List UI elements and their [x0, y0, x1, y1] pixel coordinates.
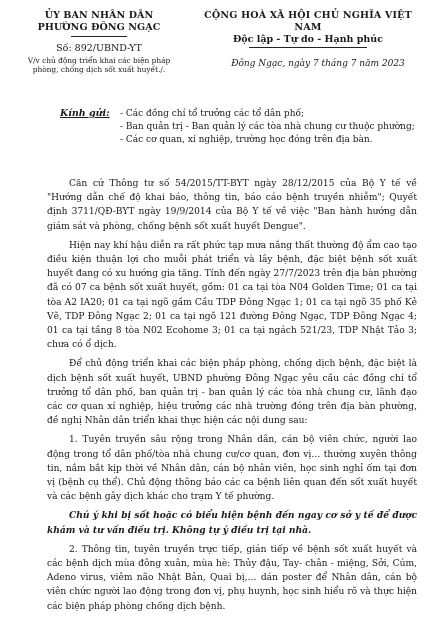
org-name-line1: ỦY BAN NHÂN DÂN: [44, 10, 154, 21]
paragraph-item-2: 2. Thông tin, tuyên truyền trực tiếp, gián tiếp về bệnh sốt xuất huyết và các bệnh dịch mùa đông xuân, mùa hè: Thủy đậu, Tay- chân - miệng, Sởi, Cúm, Adeno virus, viêm não Nhật Bản, Quai bị,… dán poster để Nhân dân, cán bộ viên chức người lao động trong đơn vị, phụ huynh, học sinh hiểu rõ và thực hiện các biện pháp phòng chống dịch bệnh.: [47, 544, 417, 612]
document-body: [47, 177, 417, 619]
issuing-authority-block: [14, 10, 184, 74]
recipients-label: Kính gửi:: [60, 108, 110, 119]
recipient-item: - Các đồng chí tổ trưởng các tổ dân phố;: [120, 109, 305, 119]
paragraph-warning: Chú ý khi bị sốt hoặc có biểu hiện bệnh đến ngay cơ sở y tế để được khám và tư vấn điều trị. Không tự ý điều trị tại nhà.: [47, 510, 417, 536]
recipient-item: - Các cơ quan, xí nghiệp, trường học đóng trên địa bàn.: [120, 135, 373, 145]
org-underline: [71, 36, 127, 37]
recipients-list: [120, 108, 420, 147]
document-number: Số: 892/UBND-YT: [56, 43, 142, 54]
national-title-block: [192, 10, 424, 70]
motto-underline: [249, 47, 367, 48]
national-motto: Độc lập - Tự do - Hạnh phúc: [232, 34, 383, 45]
place-and-date: Đông Ngạc, ngày 7 tháng 7 năm 2023: [231, 59, 405, 69]
paragraph-request: Để chủ động triển khai các biện pháp phòng, chống dịch bệnh, đặc biệt là dịch bệnh sốt xuất huyết, UBND phường Đông Ngạc yêu cầu các đồng chí tổ trưởng tổ dân phố, ban quản trị - ban quản lý các tòa nhà chung cư, lãnh đạo các cơ quan xí nghiệp, hiệu trưởng các nhà trường đóng trên địa bàn phường, đề nghị Nhân dân triển khai thực hiện các nội dung sau:: [47, 359, 417, 427]
paragraph-situation: Hiện nay khí hậu diễn ra rất phức tạp mưa nắng thất thường độ ẩm cao tạo điều kiện thuận lợi cho muỗi phát triển và lây bệnh, đặc biệt bệnh sốt xuất huyết đang có xu hướng gia tăng. Tính đến ngày 27/7/2023 trên địa bàn phường đã có 07 ca bệnh sốt xuất huyết, gồm: 01 ca tại tòa N04 Golden Time; 01 ca tại tòa A2 IA20; 01 ca tại ngõ gầm Cầu TDP Đông Ngạc 1; 01 ca tại ngõ 35 phố Kẻ Vẽ, TDP Đông Ngạc 2; 01 ca tại ngõ 121 đường Đông Ngạc, TDP Đông Ngạc 4; 01 ca tại tầng 8 tòa N02 Ecohome 3; 01 ca tại ngách 521/23, TDP Nhật Tảo 3; chưa có ổ dịch.: [47, 240, 417, 351]
document-subject: V/v chủ động triển khai các biện pháp phòng, chống dịch sốt xuất huyết./.: [27, 56, 171, 74]
nation-name: CỘNG HOÀ XÃ HỘI CHỦ NGHĨA VIỆT NAM: [204, 10, 412, 33]
recipient-item: - Ban quản trị - Ban quản lý các tòa nhà chung cư thuộc phường;: [120, 122, 415, 132]
org-name-line2: PHƯỜNG ĐÔNG NGẠC: [37, 22, 161, 33]
paragraph-legal-basis: Căn cứ Thông tư số 54/2015/TT-BYT ngày 28/12/2015 của Bộ Y tế về "Hướng dẫn chế độ khai báo, thông tin, báo cáo bệnh truyền nhiễm"; Quyết định 3711/QĐ-BYT ngày 19/9/2014 của Bộ Y tế về việc "Ban hành hướng dẫn giám sát và phòng, chống bệnh sốt xuất huyết Dengue".: [47, 179, 417, 232]
paragraph-item-1: 1. Tuyên truyền sâu rộng trong Nhân dân, cán bộ viên chức, người lao động trong tổ dân phố/tòa nhà chung cư/cơ quan, đơn vị… thường xuyên thông tin, nắm bắt kịp thời về Nhân dân, cán bộ nhân viên, học sinh nghỉ ốm tại đơn vị (bệnh cụ thể). Chủ động thông báo các ca bệnh liên quan đến sốt xuất huyết và các bệnh gây dịch khác cho trạm Y tế phường.: [47, 435, 417, 503]
